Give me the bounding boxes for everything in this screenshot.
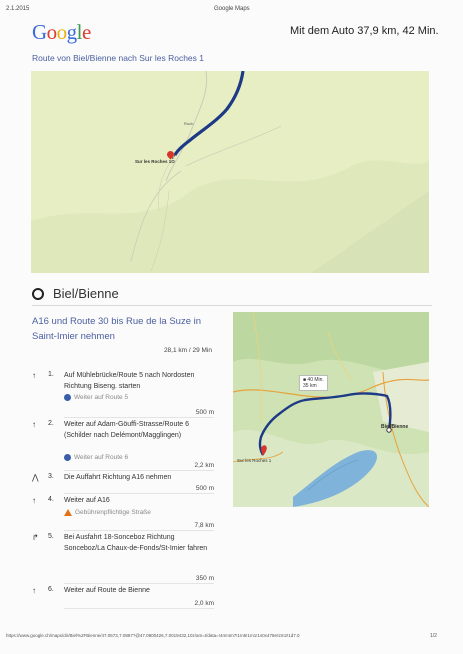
arrow-up-icon: ↑ xyxy=(32,586,36,595)
footer-url: https://www.google.ch/maps/dir/Biel%2FBienne/47.0573,7.0887?@47.0900426,7.0019432,10z/am=t/data=!4m!4m7!1m5!1m1!1s0x478e!2m2!1d7.0 xyxy=(6,633,300,638)
step-note-text: Gebührenpflichtige Straße xyxy=(75,508,151,516)
step-divider xyxy=(64,530,214,531)
step-divider xyxy=(64,583,214,584)
route-map-main[interactable] xyxy=(31,71,429,273)
step-note-text: Weiter auf Route 5 xyxy=(74,394,129,401)
step-note xyxy=(64,509,151,516)
origin-circle-icon xyxy=(32,288,44,300)
step-instruction: Weiter auf A16 xyxy=(64,497,110,504)
logo-letter: e xyxy=(82,20,91,44)
origin-map-label: Biel/Bienne xyxy=(381,424,409,430)
duration-badge-time: 40 Min. xyxy=(307,377,324,383)
step-distance: 350 m xyxy=(195,575,214,582)
trip-summary: Mit dem Auto 37,9 km, 42 Min. xyxy=(290,25,439,37)
logo-letter: G xyxy=(32,20,47,44)
step-distance: 500 m xyxy=(195,409,214,416)
step-divider xyxy=(64,417,214,418)
arrow-up-icon: ↑ xyxy=(32,420,36,429)
keep-left-icon: ⋀ xyxy=(32,473,39,482)
step-distance: 2,0 km xyxy=(194,600,214,607)
car-icon: ■ xyxy=(303,377,308,383)
footer-page-number: 1/2 xyxy=(430,633,437,639)
step-number: 3. xyxy=(48,473,54,480)
step-divider xyxy=(64,608,214,609)
section-title: A16 und Route 30 bis Rue de la Suze in Saint-Imier nehmen xyxy=(32,316,202,342)
route-overview-map[interactable] xyxy=(233,312,429,507)
step-divider xyxy=(64,493,214,494)
direction-step[interactable] xyxy=(32,473,214,495)
step-instruction: Die Auffahrt Richtung A16 nehmen xyxy=(64,474,172,481)
divider xyxy=(32,305,432,306)
direction-step[interactable] xyxy=(32,586,214,610)
direction-step[interactable] xyxy=(32,496,214,532)
origin-label: Biel/Bienne xyxy=(53,286,119,301)
step-number: 2. xyxy=(48,420,54,427)
info-icon xyxy=(64,454,71,461)
direction-step[interactable] xyxy=(32,371,214,419)
place-label: Roch xyxy=(184,121,194,126)
step-note-text: Weiter auf Route 6 xyxy=(74,453,129,461)
step-divider xyxy=(64,470,214,471)
direction-step[interactable] xyxy=(32,533,214,585)
print-date: 2.1.2015 xyxy=(6,6,30,12)
google-logo xyxy=(32,20,91,45)
step-number: 5. xyxy=(48,533,54,540)
step-distance: 2,2 km xyxy=(194,462,214,469)
duration-badge xyxy=(299,375,328,391)
destination-label: Sur les Roches 1O xyxy=(135,159,175,164)
logo-letter: o xyxy=(46,20,57,44)
duration-badge-distance: 35 km xyxy=(303,383,317,389)
step-instruction: Bei Ausfahrt 18-Sonceboz Richtung Sonceboz/La Chaux-de-Fonds/St-Imier fahren xyxy=(64,534,208,552)
step-number: 6. xyxy=(48,586,54,593)
step-number: 4. xyxy=(48,496,54,503)
step-note xyxy=(64,454,128,461)
section-meta: 28,1 km / 29 Min xyxy=(163,347,212,354)
step-number: 1. xyxy=(48,371,54,378)
step-instruction: Weiter auf Route de Bienne xyxy=(64,587,150,594)
route-title: Route von Biel/Bienne nach Sur les Roches 1 xyxy=(32,53,204,63)
arrow-up-icon: ↑ xyxy=(32,496,36,505)
step-distance: 500 m xyxy=(195,485,214,492)
info-icon xyxy=(64,394,71,401)
step-instruction: Auf Mühlebrücke/Route 5 nach Nordosten Richtung Biseng. starten xyxy=(64,372,195,390)
warning-icon xyxy=(64,509,72,516)
step-note xyxy=(64,394,128,401)
logo-letter: l xyxy=(76,20,83,44)
arrow-up-icon: ↑ xyxy=(32,371,36,380)
origin-header xyxy=(32,286,119,301)
destination-map-label: Sur les Roches 1 xyxy=(237,458,272,463)
logo-letter: o xyxy=(56,20,67,44)
logo-letter: g xyxy=(66,20,77,44)
step-distance: 7,8 km xyxy=(194,522,214,529)
direction-step[interactable] xyxy=(32,420,214,472)
print-header-title: Google Maps xyxy=(214,6,250,12)
exit-right-icon: ↱ xyxy=(32,533,39,542)
step-instruction: Weiter auf Adam-Göuffi-Strasse/Route 6 (Schilder nach Delémont/Magglingen) xyxy=(64,421,190,439)
